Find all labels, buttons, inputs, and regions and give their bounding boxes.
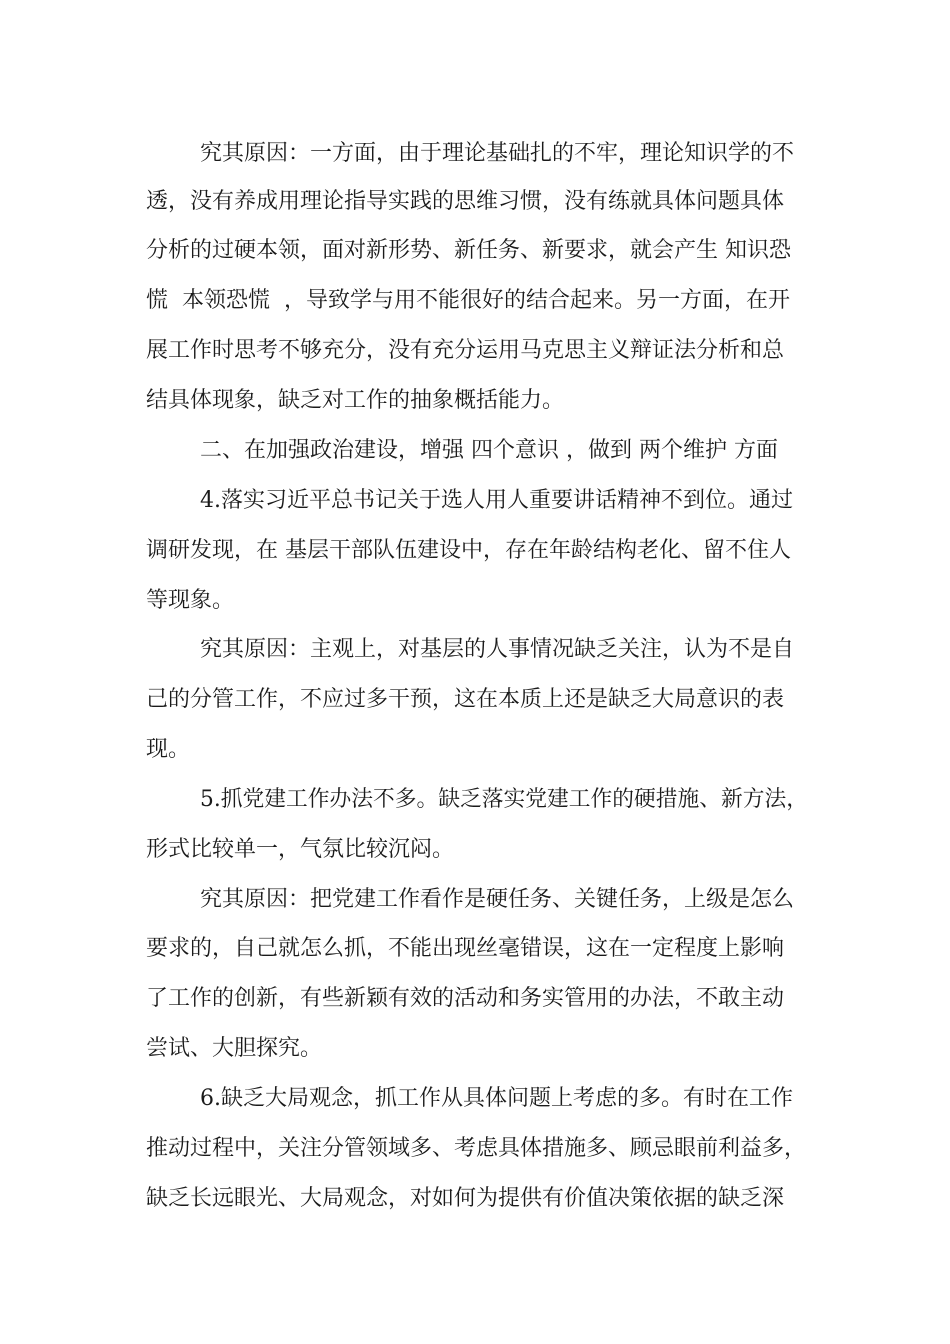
text-line: 尝试、大胆探究。 bbox=[146, 1036, 323, 1061]
text-line: 究其原因：把党建工作看作是硬任务、关键任务，上级是怎么 bbox=[200, 887, 795, 912]
text-line: 缺乏长远眼光、大局观念，对如何为提供有价值决策依据的缺乏深 bbox=[146, 1186, 785, 1211]
text-line: 4.落实习近平总书记关于选人用人重要讲话精神不到位。通过 bbox=[200, 488, 793, 513]
text-line: 现。 bbox=[146, 737, 191, 762]
text-line: 调研发现，在 基层干部队伍建设中，存在年龄结构老化、留不住人 bbox=[146, 538, 791, 563]
text-line: 究其原因：主观上，对基层的人事情况缺乏关注，认为不是自 bbox=[200, 637, 795, 662]
text-line: 5.抓党建工作办法不多。缺乏落实党建工作的硬措施、新方法， bbox=[200, 787, 808, 812]
section-heading: 二、在加强政治建设，增强 四个意识 ，做到 两个维护 方面 bbox=[200, 438, 778, 463]
text-line: 展工作时思考不够充分，没有充分运用马克思主义辩证法分析和总 bbox=[146, 338, 785, 363]
text-line: 结具体现象，缺乏对工作的抽象概括能力。 bbox=[146, 388, 565, 413]
text-line: 透，没有养成用理论指导实践的思维习惯，没有练就具体问题具体 bbox=[146, 189, 785, 214]
text-line: 己的分管工作，不应过多干预，这在本质上还是缺乏大局意识的表 bbox=[146, 687, 785, 712]
text-line: 分析的过硬本领，面对新形势、新任务、新要求，就会产生 知识恐 bbox=[146, 238, 791, 263]
text-line: 慌 本领恐慌 ，导致学与用不能很好的结合起来。另一方面，在开 bbox=[146, 288, 790, 313]
text-line: 等现象。 bbox=[146, 588, 235, 613]
text-line: 究其原因：一方面，由于理论基础扎的不牢，理论知识学的不 bbox=[200, 141, 795, 166]
text-line: 推动过程中，关注分管领域多、考虑具体措施多、顾忌眼前利益多， bbox=[146, 1136, 807, 1161]
text-line: 要求的，自己就怎么抓，不能出现丝毫错误，这在一定程度上影响 bbox=[146, 936, 785, 961]
text-line: 形式比较单一，气氛比较沉闷。 bbox=[146, 837, 455, 862]
text-line: 6.缺乏大局观念，抓工作从具体问题上考虑的多。有时在工作 bbox=[200, 1086, 793, 1111]
text-line: 了工作的创新，有些新颖有效的活动和务实管用的办法，不敢主动 bbox=[146, 986, 785, 1011]
